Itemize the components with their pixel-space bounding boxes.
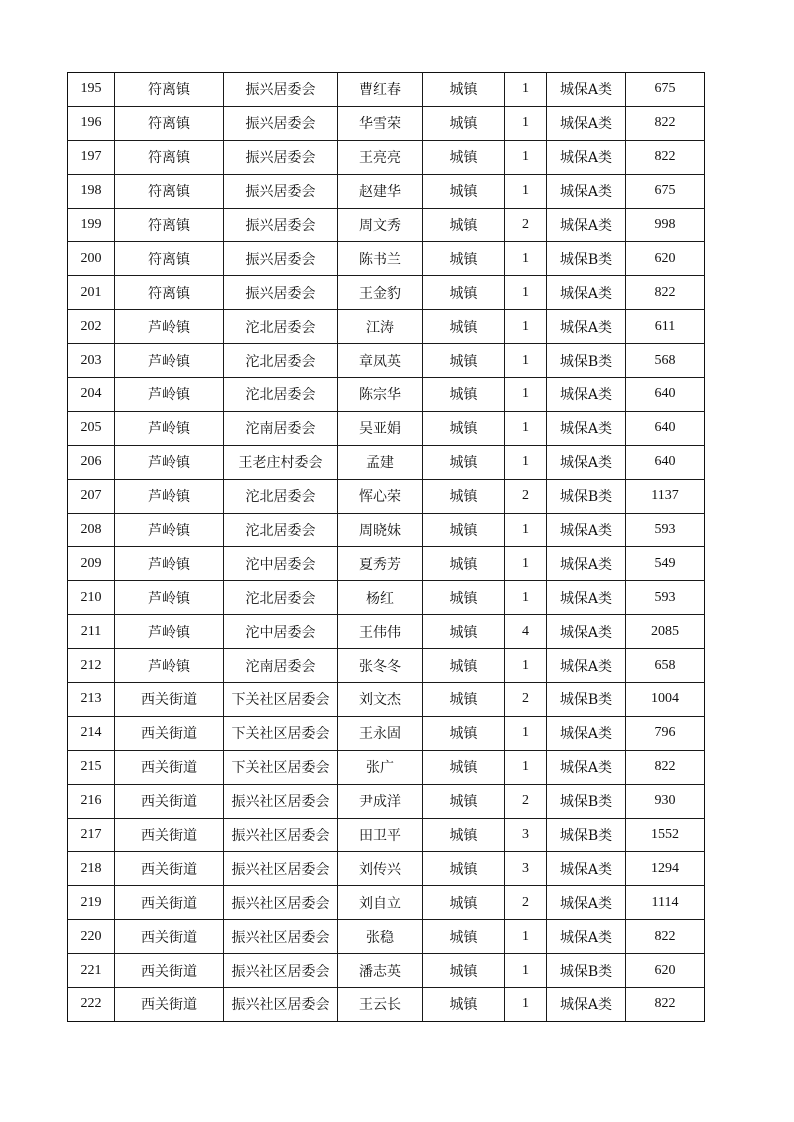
amount-cell: 822	[626, 920, 705, 954]
household-count-cell: 4	[505, 615, 547, 649]
area-type-cell: 城镇	[423, 411, 505, 445]
household-count-cell: 3	[505, 818, 547, 852]
committee-cell: 沱北居委会	[224, 310, 338, 344]
table-row	[68, 818, 705, 852]
amount-cell: 930	[626, 784, 705, 818]
row-number-cell: 203	[68, 344, 115, 378]
category-cell: 城保A类	[547, 208, 626, 242]
table-row	[68, 378, 705, 412]
town-cell: 符离镇	[115, 208, 224, 242]
row-number-cell: 198	[68, 174, 115, 208]
area-type-cell: 城镇	[423, 920, 505, 954]
committee-cell: 沱北居委会	[224, 344, 338, 378]
area-type-cell: 城镇	[423, 445, 505, 479]
row-number-cell: 210	[68, 581, 115, 615]
name-cell: 王金豹	[338, 276, 423, 310]
town-cell: 芦岭镇	[115, 547, 224, 581]
amount-cell: 2085	[626, 615, 705, 649]
row-number-cell: 220	[68, 920, 115, 954]
row-number-cell: 208	[68, 513, 115, 547]
household-count-cell: 2	[505, 479, 547, 513]
name-cell: 王云长	[338, 988, 423, 1022]
area-type-cell: 城镇	[423, 547, 505, 581]
name-cell: 田卫平	[338, 818, 423, 852]
table-row	[68, 140, 705, 174]
area-type-cell: 城镇	[423, 716, 505, 750]
town-cell: 西关街道	[115, 988, 224, 1022]
row-number-cell: 211	[68, 615, 115, 649]
town-cell: 芦岭镇	[115, 513, 224, 547]
table-row	[68, 852, 705, 886]
row-number-cell: 215	[68, 750, 115, 784]
area-type-cell: 城镇	[423, 954, 505, 988]
table-row	[68, 445, 705, 479]
committee-cell: 下关社区居委会	[224, 716, 338, 750]
row-number-cell: 222	[68, 988, 115, 1022]
household-count-cell: 1	[505, 649, 547, 683]
table-row	[68, 988, 705, 1022]
row-number-cell: 206	[68, 445, 115, 479]
category-cell: 城保A类	[547, 73, 626, 107]
household-count-cell: 1	[505, 174, 547, 208]
committee-cell: 振兴居委会	[224, 242, 338, 276]
town-cell: 西关街道	[115, 920, 224, 954]
category-cell: 城保B类	[547, 818, 626, 852]
name-cell: 陈书兰	[338, 242, 423, 276]
row-number-cell: 196	[68, 106, 115, 140]
town-cell: 西关街道	[115, 818, 224, 852]
committee-cell: 振兴居委会	[224, 73, 338, 107]
committee-cell: 沱北居委会	[224, 479, 338, 513]
amount-cell: 822	[626, 276, 705, 310]
committee-cell: 沱中居委会	[224, 547, 338, 581]
category-cell: 城保B类	[547, 683, 626, 717]
area-type-cell: 城镇	[423, 310, 505, 344]
household-count-cell: 1	[505, 106, 547, 140]
name-cell: 曹红春	[338, 73, 423, 107]
town-cell: 西关街道	[115, 750, 224, 784]
name-cell: 陈宗华	[338, 378, 423, 412]
name-cell: 潘志英	[338, 954, 423, 988]
amount-cell: 675	[626, 73, 705, 107]
table-row	[68, 547, 705, 581]
name-cell: 恽心荣	[338, 479, 423, 513]
name-cell: 赵建华	[338, 174, 423, 208]
town-cell: 符离镇	[115, 174, 224, 208]
household-count-cell: 1	[505, 920, 547, 954]
name-cell: 周文秀	[338, 208, 423, 242]
area-type-cell: 城镇	[423, 73, 505, 107]
household-count-cell: 2	[505, 784, 547, 818]
table-row	[68, 954, 705, 988]
category-cell: 城保A类	[547, 750, 626, 784]
town-cell: 芦岭镇	[115, 378, 224, 412]
name-cell: 刘传兴	[338, 852, 423, 886]
household-count-cell: 2	[505, 886, 547, 920]
category-cell: 城保A类	[547, 513, 626, 547]
amount-cell: 611	[626, 310, 705, 344]
category-cell: 城保B类	[547, 344, 626, 378]
row-number-cell: 212	[68, 649, 115, 683]
name-cell: 张稳	[338, 920, 423, 954]
name-cell: 王伟伟	[338, 615, 423, 649]
committee-cell: 振兴社区居委会	[224, 920, 338, 954]
household-count-cell: 1	[505, 547, 547, 581]
committee-cell: 振兴社区居委会	[224, 954, 338, 988]
row-number-cell: 214	[68, 716, 115, 750]
category-cell: 城保A类	[547, 886, 626, 920]
area-type-cell: 城镇	[423, 750, 505, 784]
amount-cell: 822	[626, 988, 705, 1022]
table-row	[68, 174, 705, 208]
category-cell: 城保A类	[547, 378, 626, 412]
area-type-cell: 城镇	[423, 140, 505, 174]
amount-cell: 822	[626, 106, 705, 140]
name-cell: 刘文杰	[338, 683, 423, 717]
town-cell: 西关街道	[115, 886, 224, 920]
household-count-cell: 1	[505, 378, 547, 412]
committee-cell: 振兴社区居委会	[224, 886, 338, 920]
committee-cell: 振兴居委会	[224, 140, 338, 174]
row-number-cell: 217	[68, 818, 115, 852]
table-row	[68, 716, 705, 750]
name-cell: 尹成洋	[338, 784, 423, 818]
town-cell: 西关街道	[115, 784, 224, 818]
amount-cell: 675	[626, 174, 705, 208]
area-type-cell: 城镇	[423, 988, 505, 1022]
category-cell: 城保A类	[547, 547, 626, 581]
row-number-cell: 216	[68, 784, 115, 818]
name-cell: 周晓妹	[338, 513, 423, 547]
name-cell: 张广	[338, 750, 423, 784]
household-count-cell: 1	[505, 988, 547, 1022]
area-type-cell: 城镇	[423, 818, 505, 852]
table-row	[68, 784, 705, 818]
committee-cell: 振兴社区居委会	[224, 818, 338, 852]
committee-cell: 振兴居委会	[224, 106, 338, 140]
name-cell: 章凤英	[338, 344, 423, 378]
category-cell: 城保A类	[547, 581, 626, 615]
committee-cell: 振兴社区居委会	[224, 988, 338, 1022]
table-row	[68, 242, 705, 276]
benefit-roster-table	[67, 72, 705, 1022]
amount-cell: 620	[626, 242, 705, 276]
area-type-cell: 城镇	[423, 886, 505, 920]
row-number-cell: 213	[68, 683, 115, 717]
amount-cell: 568	[626, 344, 705, 378]
category-cell: 城保A类	[547, 988, 626, 1022]
committee-cell: 沱南居委会	[224, 649, 338, 683]
amount-cell: 658	[626, 649, 705, 683]
name-cell: 华雪荣	[338, 106, 423, 140]
amount-cell: 1137	[626, 479, 705, 513]
household-count-cell: 1	[505, 276, 547, 310]
town-cell: 芦岭镇	[115, 581, 224, 615]
household-count-cell: 1	[505, 411, 547, 445]
town-cell: 芦岭镇	[115, 310, 224, 344]
town-cell: 芦岭镇	[115, 411, 224, 445]
amount-cell: 640	[626, 411, 705, 445]
row-number-cell: 205	[68, 411, 115, 445]
table-row	[68, 208, 705, 242]
row-number-cell: 207	[68, 479, 115, 513]
amount-cell: 1114	[626, 886, 705, 920]
committee-cell: 振兴社区居委会	[224, 852, 338, 886]
town-cell: 芦岭镇	[115, 615, 224, 649]
area-type-cell: 城镇	[423, 106, 505, 140]
amount-cell: 593	[626, 513, 705, 547]
table-row	[68, 411, 705, 445]
category-cell: 城保A类	[547, 140, 626, 174]
amount-cell: 796	[626, 716, 705, 750]
amount-cell: 822	[626, 140, 705, 174]
amount-cell: 593	[626, 581, 705, 615]
town-cell: 芦岭镇	[115, 479, 224, 513]
area-type-cell: 城镇	[423, 784, 505, 818]
area-type-cell: 城镇	[423, 208, 505, 242]
town-cell: 符离镇	[115, 73, 224, 107]
table-row	[68, 73, 705, 107]
table-row	[68, 581, 705, 615]
household-count-cell: 1	[505, 581, 547, 615]
town-cell: 西关街道	[115, 683, 224, 717]
amount-cell: 549	[626, 547, 705, 581]
town-cell: 符离镇	[115, 140, 224, 174]
amount-cell: 1294	[626, 852, 705, 886]
category-cell: 城保A类	[547, 106, 626, 140]
amount-cell: 640	[626, 445, 705, 479]
table-row	[68, 649, 705, 683]
town-cell: 芦岭镇	[115, 649, 224, 683]
household-count-cell: 1	[505, 140, 547, 174]
area-type-cell: 城镇	[423, 479, 505, 513]
name-cell: 夏秀芳	[338, 547, 423, 581]
household-count-cell: 2	[505, 683, 547, 717]
town-cell: 西关街道	[115, 716, 224, 750]
household-count-cell: 1	[505, 716, 547, 750]
committee-cell: 沱北居委会	[224, 581, 338, 615]
row-number-cell: 202	[68, 310, 115, 344]
row-number-cell: 199	[68, 208, 115, 242]
table-row	[68, 310, 705, 344]
row-number-cell: 200	[68, 242, 115, 276]
amount-cell: 998	[626, 208, 705, 242]
table-row	[68, 750, 705, 784]
household-count-cell: 1	[505, 954, 547, 988]
table-row	[68, 615, 705, 649]
table-row	[68, 106, 705, 140]
area-type-cell: 城镇	[423, 581, 505, 615]
household-count-cell: 1	[505, 242, 547, 276]
name-cell: 王永固	[338, 716, 423, 750]
household-count-cell: 2	[505, 208, 547, 242]
amount-cell: 1004	[626, 683, 705, 717]
category-cell: 城保A类	[547, 852, 626, 886]
household-count-cell: 3	[505, 852, 547, 886]
table-row	[68, 276, 705, 310]
area-type-cell: 城镇	[423, 276, 505, 310]
name-cell: 江涛	[338, 310, 423, 344]
row-number-cell: 195	[68, 73, 115, 107]
committee-cell: 沱北居委会	[224, 513, 338, 547]
committee-cell: 振兴居委会	[224, 208, 338, 242]
committee-cell: 下关社区居委会	[224, 750, 338, 784]
name-cell: 刘自立	[338, 886, 423, 920]
name-cell: 王亮亮	[338, 140, 423, 174]
row-number-cell: 219	[68, 886, 115, 920]
row-number-cell: 209	[68, 547, 115, 581]
category-cell: 城保B类	[547, 784, 626, 818]
committee-cell: 沱中居委会	[224, 615, 338, 649]
area-type-cell: 城镇	[423, 513, 505, 547]
category-cell: 城保A类	[547, 310, 626, 344]
area-type-cell: 城镇	[423, 344, 505, 378]
name-cell: 吴亚娟	[338, 411, 423, 445]
town-cell: 符离镇	[115, 242, 224, 276]
household-count-cell: 1	[505, 73, 547, 107]
category-cell: 城保A类	[547, 174, 626, 208]
amount-cell: 620	[626, 954, 705, 988]
household-count-cell: 1	[505, 445, 547, 479]
town-cell: 芦岭镇	[115, 344, 224, 378]
amount-cell: 640	[626, 378, 705, 412]
row-number-cell: 204	[68, 378, 115, 412]
row-number-cell: 218	[68, 852, 115, 886]
row-number-cell: 201	[68, 276, 115, 310]
category-cell: 城保A类	[547, 276, 626, 310]
committee-cell: 振兴社区居委会	[224, 784, 338, 818]
area-type-cell: 城镇	[423, 174, 505, 208]
town-cell: 西关街道	[115, 852, 224, 886]
category-cell: 城保A类	[547, 615, 626, 649]
table-body	[68, 73, 705, 1022]
area-type-cell: 城镇	[423, 683, 505, 717]
category-cell: 城保A类	[547, 649, 626, 683]
town-cell: 符离镇	[115, 276, 224, 310]
town-cell: 芦岭镇	[115, 445, 224, 479]
committee-cell: 王老庄村委会	[224, 445, 338, 479]
table-row	[68, 513, 705, 547]
household-count-cell: 1	[505, 513, 547, 547]
category-cell: 城保B类	[547, 954, 626, 988]
name-cell: 张冬冬	[338, 649, 423, 683]
area-type-cell: 城镇	[423, 615, 505, 649]
category-cell: 城保A类	[547, 411, 626, 445]
row-number-cell: 221	[68, 954, 115, 988]
committee-cell: 沱北居委会	[224, 378, 338, 412]
category-cell: 城保B类	[547, 242, 626, 276]
committee-cell: 振兴居委会	[224, 276, 338, 310]
town-cell: 西关街道	[115, 954, 224, 988]
category-cell: 城保A类	[547, 716, 626, 750]
area-type-cell: 城镇	[423, 378, 505, 412]
table-row	[68, 344, 705, 378]
household-count-cell: 1	[505, 344, 547, 378]
committee-cell: 下关社区居委会	[224, 683, 338, 717]
table-row	[68, 479, 705, 513]
area-type-cell: 城镇	[423, 649, 505, 683]
table-row	[68, 683, 705, 717]
category-cell: 城保A类	[547, 445, 626, 479]
area-type-cell: 城镇	[423, 852, 505, 886]
amount-cell: 822	[626, 750, 705, 784]
category-cell: 城保A类	[547, 920, 626, 954]
household-count-cell: 1	[505, 750, 547, 784]
committee-cell: 沱南居委会	[224, 411, 338, 445]
name-cell: 杨红	[338, 581, 423, 615]
row-number-cell: 197	[68, 140, 115, 174]
table-row	[68, 886, 705, 920]
household-count-cell: 1	[505, 310, 547, 344]
category-cell: 城保B类	[547, 479, 626, 513]
committee-cell: 振兴居委会	[224, 174, 338, 208]
name-cell: 孟建	[338, 445, 423, 479]
town-cell: 符离镇	[115, 106, 224, 140]
area-type-cell: 城镇	[423, 242, 505, 276]
amount-cell: 1552	[626, 818, 705, 852]
table-row	[68, 920, 705, 954]
